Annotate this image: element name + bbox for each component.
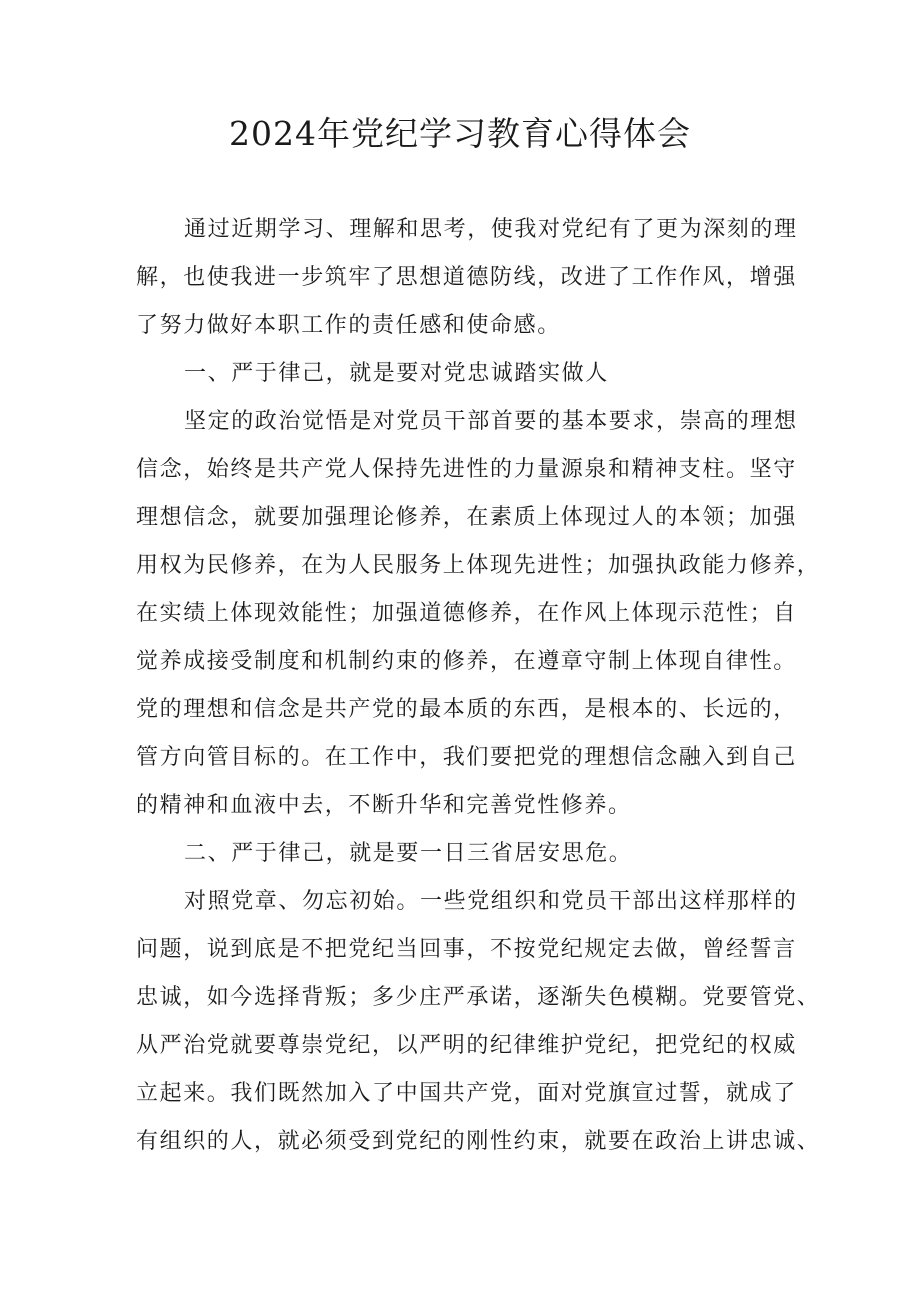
- page-title: 2024年党纪学习教育心得体会: [229, 114, 691, 153]
- text-line: 信念，始终是共产党人保持先进性的力量源泉和精神支柱。坚守: [136, 457, 797, 482]
- text-line: 对照党章、勿忘初始。一些党组织和党员干部出这样那样的: [184, 889, 798, 914]
- text-line: 的精神和血液中去，不断升华和完善党性修养。: [136, 793, 632, 818]
- text-line: 党的理想和信念是共产党的最本质的东西，是根本的、长远的，: [136, 697, 797, 722]
- text-line: 用权为民修养，在为人民服务上体现先进性；加强执政能力修养，: [136, 553, 821, 578]
- text-line: 坚定的政治觉悟是对党员干部首要的基本要求，崇高的理想: [184, 409, 798, 434]
- document-body: [136, 206, 821, 1166]
- text-line: 二、严于律己，就是要一日三省居安思危。: [184, 841, 633, 866]
- text-line: 觉养成接受制度和机制约束的修养，在遵章守制上体现自律性。: [136, 649, 797, 674]
- text-line: 问题，说到底是不把党纪当回事，不按党纪规定去做，曾经誓言: [136, 937, 797, 962]
- text-line: 管方向管目标的。在工作中，我们要把党的理想信念融入到自己: [136, 745, 797, 770]
- text-line: 在实绩上体现效能性；加强道德修养，在作风上体现示范性；自: [136, 601, 797, 626]
- text-line: 有组织的人，就必须受到党纪的刚性约束，就要在政治上讲忠诚、: [136, 1129, 821, 1154]
- text-line: 从严治党就要尊崇党纪，以严明的纪律维护党纪，把党纪的权威: [136, 1033, 797, 1058]
- text-line: 理想信念，就要加强理论修养，在素质上体现过人的本领；加强: [136, 505, 797, 530]
- text-line: 通过近期学习、理解和思考，使我对党纪有了更为深刻的理: [184, 217, 798, 242]
- text-line: 解，也使我进一步筑牢了思想道德防线，改进了工作作风，增强: [136, 265, 797, 290]
- text-line: 忠诚，如今选择背叛；多少庄严承诺，逐渐失色模糊。党要管党、: [136, 985, 821, 1010]
- text-line: 一、严于律己，就是要对党忠诚踏实做人: [184, 361, 609, 386]
- text-line: 立起来。我们既然加入了中国共产党，面对党旗宣过誓，就成了: [136, 1081, 797, 1106]
- text-line: 了努力做好本职工作的责任感和使命感。: [136, 313, 561, 338]
